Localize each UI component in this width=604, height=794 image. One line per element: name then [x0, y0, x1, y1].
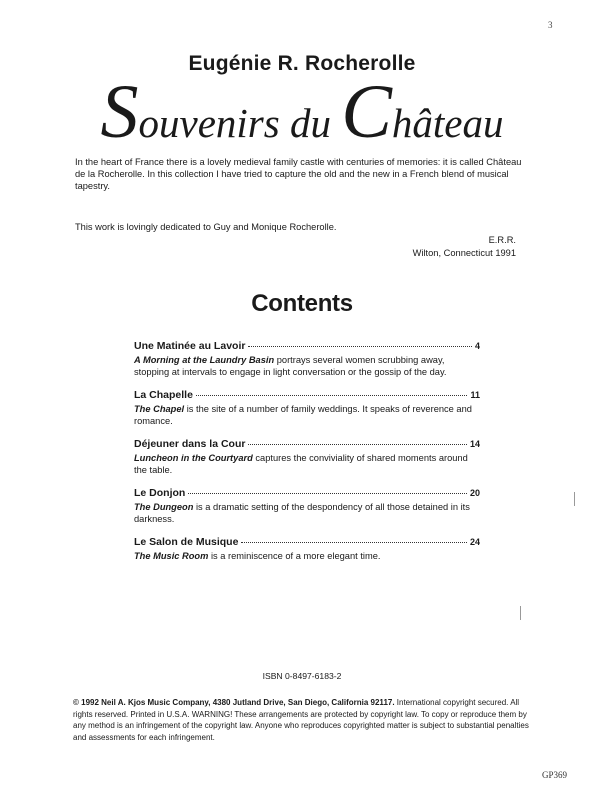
- toc-entry-description: [134, 550, 480, 562]
- toc-entry-page: 4: [474, 341, 480, 351]
- toc-entry-description-text: is a reminiscence of a more elegant time.: [208, 551, 381, 561]
- title-initial-s: S: [100, 70, 139, 154]
- toc-entry-title: Le Salon de Musique: [134, 536, 239, 548]
- toc-entry-english-title: A Morning at the Laundry Basin: [134, 355, 275, 365]
- toc-entry-description-text: is a dramatic setting of the despondency of all those detained in its darkness.: [134, 502, 470, 524]
- toc-entry[interactable]: [134, 389, 480, 427]
- toc-entry-description-text: portrays several women scrubbing away, stopping at intervals to engage in light conversation or the gossip of the day.: [134, 355, 447, 377]
- signature-place: Wilton, Connecticut 1991: [412, 248, 516, 258]
- isbn: ISBN 0-8497-6183-2: [262, 671, 342, 681]
- contents-heading: Contents: [251, 290, 353, 317]
- book-title: [0, 72, 604, 163]
- dot-leader: [248, 346, 472, 347]
- toc-entry-english-title: The Chapel: [134, 404, 185, 414]
- toc-entry-page: 14: [469, 439, 480, 449]
- toc-entry-description: [134, 501, 480, 525]
- margin-mark: [520, 606, 521, 620]
- toc-entry-description: [134, 403, 480, 427]
- toc-entry-title: Une Matinée au Lavoir: [134, 340, 246, 352]
- copyright-notice: [73, 697, 535, 743]
- toc-entry-english-title: The Music Room: [134, 551, 209, 561]
- toc-entry-page: 11: [470, 390, 480, 400]
- intro-paragraph: In the heart of France there is a lovely medieval family castle with centuries of memories: it is called Château de la Rocherolle. In this collection I have tried to capture the old and the new in a French blend of musical tapestry.: [75, 157, 522, 192]
- title-part-1: ouvenirs du: [138, 100, 342, 146]
- toc-entry[interactable]: [134, 340, 480, 378]
- copyright-text: International copyright secured. All rights reserved. Printed in U.S.A. WARNING! These arrangements are protected by copyright law. To copy or reproduce them by any method is an infringement of the copyright law. Anyone who reproduces copyrighted matter is subject to substantial penalties and assessments for each infringement.: [73, 698, 529, 742]
- toc-entry-english-title: The Dungeon: [134, 502, 194, 512]
- toc-entry-page: 20: [469, 488, 480, 498]
- toc-entry[interactable]: [134, 536, 480, 562]
- dot-leader: [188, 493, 467, 494]
- dot-leader: [196, 395, 468, 396]
- dedication: This work is lovingly dedicated to Guy and Monique Rocherolle.: [75, 222, 337, 232]
- toc-entry-description: [134, 452, 480, 476]
- signature-initials: E.R.R.: [488, 235, 516, 245]
- toc-entry-english-title: Luncheon in the Courtyard: [134, 453, 253, 463]
- toc-entry-title: La Chapelle: [134, 389, 193, 401]
- margin-mark: [574, 492, 575, 506]
- toc-entry[interactable]: [134, 438, 480, 476]
- page-number: 3: [548, 20, 553, 30]
- table-of-contents: [134, 340, 480, 573]
- toc-entry-page: 24: [469, 537, 480, 547]
- toc-entry-description-text: is the site of a number of family weddings. It speaks of reverence and romance.: [134, 404, 472, 426]
- title-part-2: hâteau: [391, 100, 504, 146]
- toc-entry-description: [134, 354, 480, 378]
- composer-name: Eugénie R. Rocherolle: [188, 52, 416, 75]
- toc-entry[interactable]: [134, 487, 480, 525]
- copyright-publisher: © 1992 Neil A. Kjos Music Company, 4380 Jutland Drive, San Diego, California 92117.: [73, 698, 395, 707]
- title-initial-c: C: [341, 70, 392, 154]
- catalog-code: GP369: [542, 770, 568, 780]
- dot-leader: [248, 444, 467, 445]
- toc-entry-title: Déjeuner dans la Cour: [134, 438, 246, 450]
- toc-entry-title: Le Donjon: [134, 487, 186, 499]
- dot-leader: [241, 542, 467, 543]
- toc-entry-description-text: captures the conviviality of shared moments around the table.: [134, 453, 468, 475]
